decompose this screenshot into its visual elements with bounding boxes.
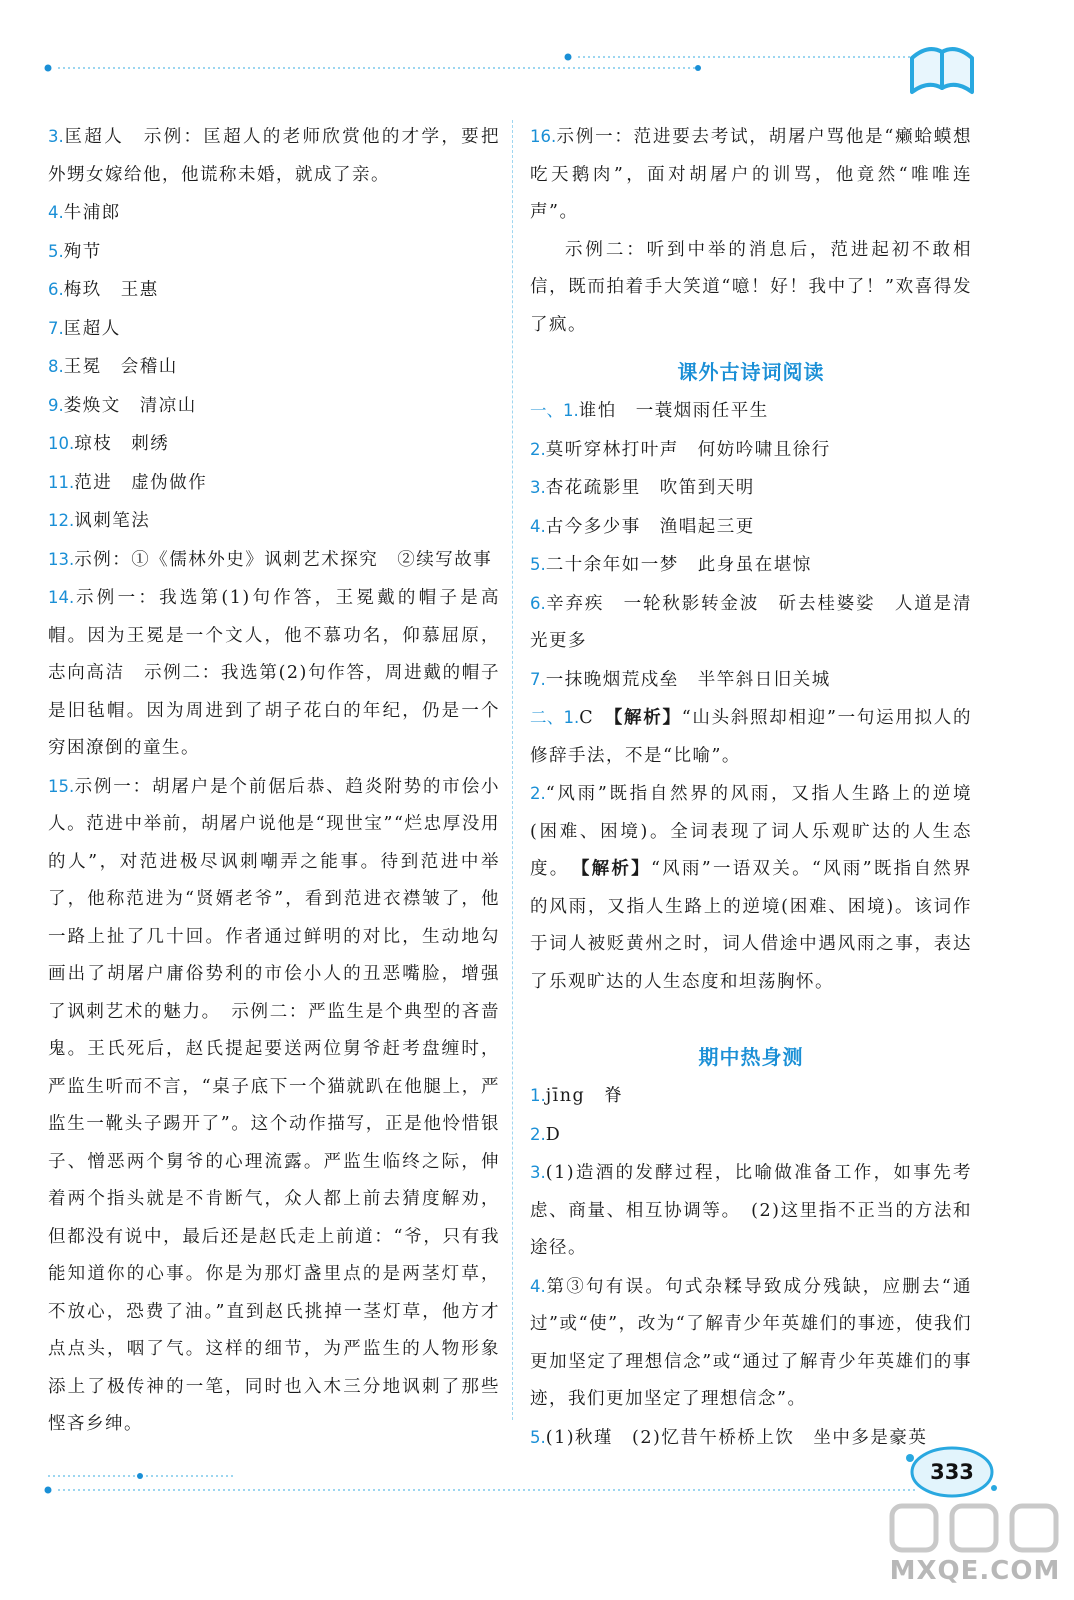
section-title-classical-poetry: 课外古诗词阅读 <box>677 360 825 384</box>
midterm-item-4: 4.第③句有误。句式杂糅导致成分残缺，应删去“通过”或“使”，改为“了解青少年英雄们的事迹，使我们更加坚定了理想信念”或“通过了解青少年英雄们的事迹，我们更加坚定了理想信念”。 <box>530 1276 972 1409</box>
watermark-text: MXQE.COM <box>889 1556 1061 1586</box>
midterm-item-2: 2.D <box>530 1124 562 1145</box>
midterm-item-3: 3.(1)造酒的发酵过程，比喻做准备工作，如事先考虑、商量、相互协调等。 (2)这里指不正当的方法和途径。 <box>530 1163 972 1258</box>
poetry-item-6: 6.辛弃疾 一轮秋影转金波 斫去桂婆娑 人道是清光更多 <box>530 593 972 651</box>
poetry-item-7: 7.一抹晚烟荒戍垒 半竿斜日旧关城 <box>530 669 831 690</box>
answer-3: 3.匡超人 示例：匡超人的老师欣赏他的才学，要把外甥女嫁给他，他谎称未婚，就成了亲。 <box>48 127 500 185</box>
section-title-midterm: 期中热身测 <box>698 1045 804 1069</box>
answer-6: 6.梅玖 王惠 <box>48 280 159 300</box>
poetry-item-4: 4.古今多少事 渔唱起三更 <box>530 516 755 537</box>
answer-11: 11.范进 虚伪做作 <box>48 472 208 493</box>
page-number: 333 <box>930 1460 974 1484</box>
midterm-item-1: 1.jīng 脊 <box>530 1086 624 1106</box>
left-column <box>48 118 500 1444</box>
poetry-item-3: 3.杏花疏影里 吹笛到天明 <box>530 478 755 498</box>
answer-14: 14.示例一：我选第(1)句作答，王冕戴的帽子是高帽。因为王冕是一个文人，他不慕功名，仰慕屈原，志向高洁 示例二：我选第(2)句作答，周进戴的帽子是旧毡帽。因为周进到了胡子花白的年纪，仍是一个穷困潦倒的童生。 <box>48 588 500 758</box>
part2-item-1: 二、1.C 【解析】“山头斜照却相迎”一句运用拟人的修辞手法，不是“比喻”。 <box>530 708 972 766</box>
book-icon <box>912 49 972 92</box>
answer-9: 9.娄焕文 清凉山 <box>48 395 197 416</box>
poetry-item-5: 5.二十余年如一梦 此身虽在堪惊 <box>530 555 812 575</box>
answer-8: 8.王冕 会稽山 <box>48 357 178 377</box>
poetry-item-2: 2.莫听穿林打叶声 何妨吟啸且徐行 <box>530 439 831 460</box>
part2-item-2: 2.“风雨”既指自然界的风雨，又指人生路上的逆境(困难、困境)。全词表现了词人乐观旷达的人生态度。 【解析】“风雨”一语双关。“风雨”既指自然界的风雨，又指人生路上的逆境(困难、困境)。该词作于词人被贬黄州之时，词人借途中遇风雨之事，表达了乐观旷达的人生态度和坦荡胸怀。 <box>530 784 973 992</box>
answer-13: 13.示例：①《儒林外史》讽刺艺术探究 ②续写故事 <box>48 549 493 570</box>
answer-7: 7.匡超人 <box>48 318 121 339</box>
answer-15: 15.示例一：胡屠户是个前倨后恭、趋炎附势的市侩小人。范进中举前，胡屠户说他是“现世宝”“烂忠厚没用的人”，对范进极尽讽刺嘲弄之能事。待到范进中举了，他称范进为“贤婿老爷”，看到范进衣襟皱了，他一路上扯了几十回。作者通过鲜明的对比，生动地勾画出了胡屠户庸俗势利的市侩小人的丑恶嘴脸，增强了讽刺艺术的魅力。 示例二：严监生是个典型的吝啬鬼。王氏死后，赵氏提起要送两位舅爷赶考盘缠时，严监生听而不言，“桌子底下一个猫就趴在他腿上，严监生一靴头子踢开了”。这个动作描写，正是他怜惜银子、憎恶两个舅爷的心理流露。严监生临终之际，伸着两个指头就是不肯断气，众人都上前去猜度解劝，但都没有说中，最后还是赵氏走上前道：“爷，只有我能知道你的心事。你是为那灯盏里点的是两茎灯草，不放心，恐费了油。”直到赵氏挑掉一茎灯草，他方才点点头，咽了气。这样的细节，为严监生的人物形象添上了极传神的一笔，同时也入木三分地讽刺了那些悭吝乡绅。 <box>48 776 500 1434</box>
column-divider <box>512 120 513 1420</box>
header-decoration <box>0 0 1074 110</box>
answer-16-example-2: 示例二：听到中举的消息后，范进起初不敢相信，既而拍着手大笑道“噫！好！我中了！”欢喜得发了疯。 <box>530 239 972 335</box>
answer-16: 16.示例一：范进要去考试，胡屠户骂他是“癞蛤蟆想吃天鹅肉”，面对胡屠户的训骂，他竟然“唯唯连声”。 <box>530 127 972 222</box>
answer-5: 5.殉节 <box>48 241 102 262</box>
midterm-item-5: 5.(1)秋瑾 (2)忆昔午桥桥上饮 坐中多是豪英 <box>530 1427 928 1448</box>
answer-4: 4.牛浦郎 <box>48 203 121 223</box>
answer-12: 12.讽刺笔法 <box>48 511 151 531</box>
answer-10: 10.琼枝 刺绣 <box>48 434 170 454</box>
poetry-item-1: 一、1.谁怕 一蓑烟雨任平生 <box>530 401 769 421</box>
right-column <box>530 118 972 1457</box>
